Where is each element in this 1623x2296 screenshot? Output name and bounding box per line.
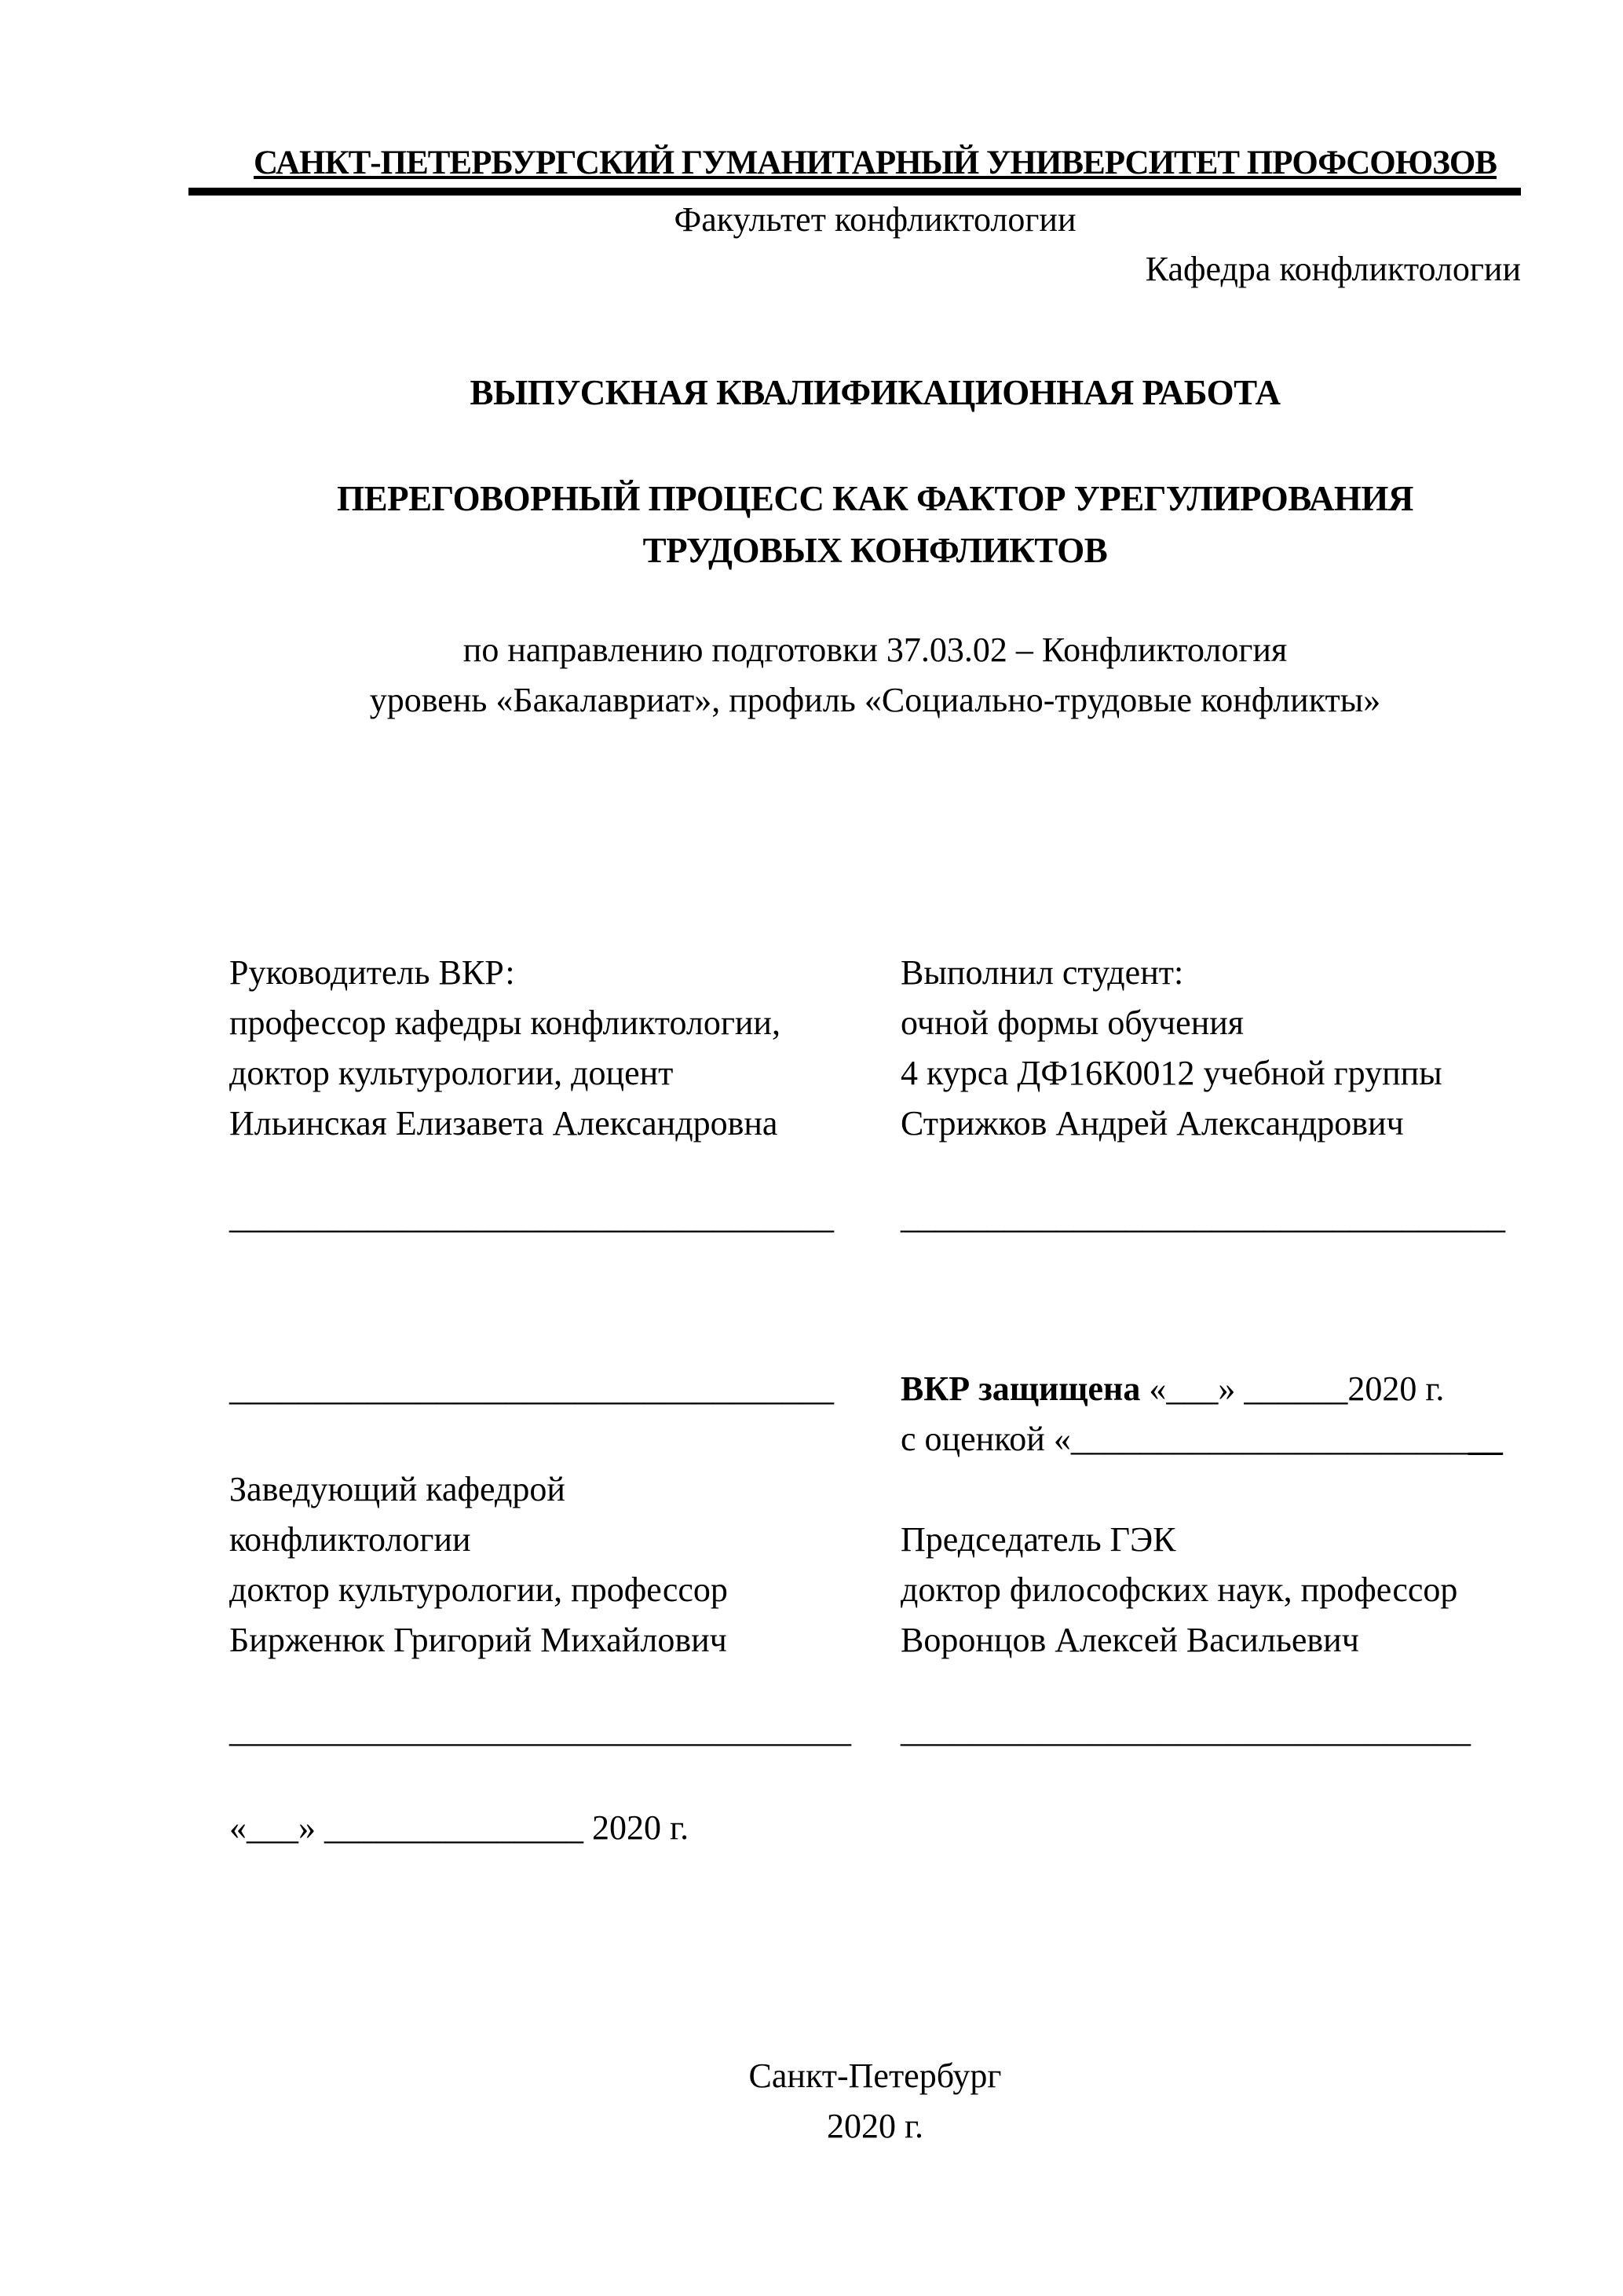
supervisor-degree: доктор культурологии, доцент	[229, 1054, 674, 1092]
chairman-degree: доктор философских наук, профессор	[901, 1570, 1458, 1609]
supervisor-name: Ильинская Елизавета Александровна	[229, 1104, 778, 1143]
position-row	[229, 998, 1521, 1048]
empty-cell	[901, 1803, 1521, 1853]
supervisor-label: Руководитель ВКР:	[229, 953, 515, 992]
grade-prefix: с оценкой «	[901, 1420, 1071, 1458]
head-line1: Заведующий кафедрой	[229, 1470, 565, 1508]
head-name: Бирженюк Григорий Михайлович	[229, 1621, 727, 1659]
head-date-row	[229, 1803, 1521, 1853]
head-pre-signature-line: ___________________________________	[229, 1369, 834, 1408]
chairman-name: Воронцов Алексей Васильевич	[901, 1621, 1359, 1659]
empty-cell	[229, 1414, 901, 1464]
head-title-row	[229, 1464, 1521, 1515]
grade-row	[229, 1414, 1521, 1464]
supervisor-position: профессор кафедры конфликтологии,	[229, 1004, 780, 1042]
head-chairman-block	[229, 1364, 1521, 1853]
city: Санкт-Петербург	[748, 2057, 1002, 2095]
work-title-line1: ПЕРЕГОВОРНЫЙ ПРОЦЕСС КАК ФАКТОР УРЕГУЛИРОВАНИЯ	[337, 479, 1413, 518]
head-signature-line: ____________________________________	[229, 1711, 851, 1749]
grade-line	[901, 1414, 1521, 1464]
degrees-row	[229, 1565, 1521, 1615]
head-line2: конфликтологии	[229, 1520, 471, 1559]
year: 2020 г.	[826, 2107, 924, 2145]
profile-line: уровень «Бакалавриат», профиль «Социально-трудовые конфликты»	[369, 681, 1381, 719]
defense-row	[229, 1364, 1521, 1414]
head-degree: доктор культурологии, профессор	[229, 1570, 728, 1609]
header-rule	[188, 188, 1521, 196]
signature-row-2	[229, 1706, 1521, 1756]
names-row	[229, 1099, 1521, 1149]
program-line: по направлению подготовки 37.03.02 – Конфликтология	[462, 631, 1288, 669]
program-block	[229, 625, 1521, 726]
footer	[229, 2051, 1521, 2152]
student-group: 4 курса ДФ16К0012 учебной группы	[901, 1054, 1442, 1092]
defense-label: ВКР защищена	[901, 1369, 1141, 1408]
chairman-signature-line: _________________________________	[901, 1711, 1471, 1749]
bottom-names-row	[229, 1615, 1521, 1665]
defense-date-blank: «___» ______2020 г.	[1149, 1369, 1445, 1408]
supervisor-student-block	[229, 948, 1521, 1242]
head-dept-row	[229, 1515, 1521, 1565]
student-signature-line: ___________________________________	[901, 1197, 1505, 1236]
university-name: САНКТ-ПЕТЕРБУРГСКИЙ ГУМАНИТАРНЫЙ УНИВЕРСИТЕТ ПРОФСОЮЗОВ	[254, 144, 1497, 181]
grade-suffix: __	[1468, 1420, 1503, 1458]
supervisor-signature-line: ___________________________________	[229, 1197, 834, 1236]
work-title-line2: ТРУДОВЫХ КОНФЛИКТОВ	[642, 531, 1108, 570]
student-label: Выполнил студент:	[901, 953, 1184, 992]
department-name: Кафедра конфликтологии	[1145, 250, 1521, 288]
work-title	[229, 473, 1521, 576]
student-study-form: очной формы обучения	[901, 1004, 1245, 1042]
grade-blank: _______________________	[1070, 1420, 1468, 1458]
head-date-blank: «___» _______________ 2020 г.	[229, 1808, 689, 1847]
chairman-label: Председатель ГЭК	[901, 1520, 1176, 1559]
degree-row	[229, 1048, 1521, 1099]
labels-row	[229, 948, 1521, 998]
defense-date-line	[901, 1364, 1521, 1414]
empty-cell	[901, 1464, 1521, 1515]
faculty-name: Факультет конфликтологии	[674, 200, 1077, 239]
work-type-heading: ВЫПУСКНАЯ КВАЛИФИКАЦИОННАЯ РАБОТА	[470, 373, 1281, 412]
student-name: Стрижков Андрей Александрович	[901, 1104, 1404, 1143]
signature-row-1	[229, 1192, 1521, 1242]
